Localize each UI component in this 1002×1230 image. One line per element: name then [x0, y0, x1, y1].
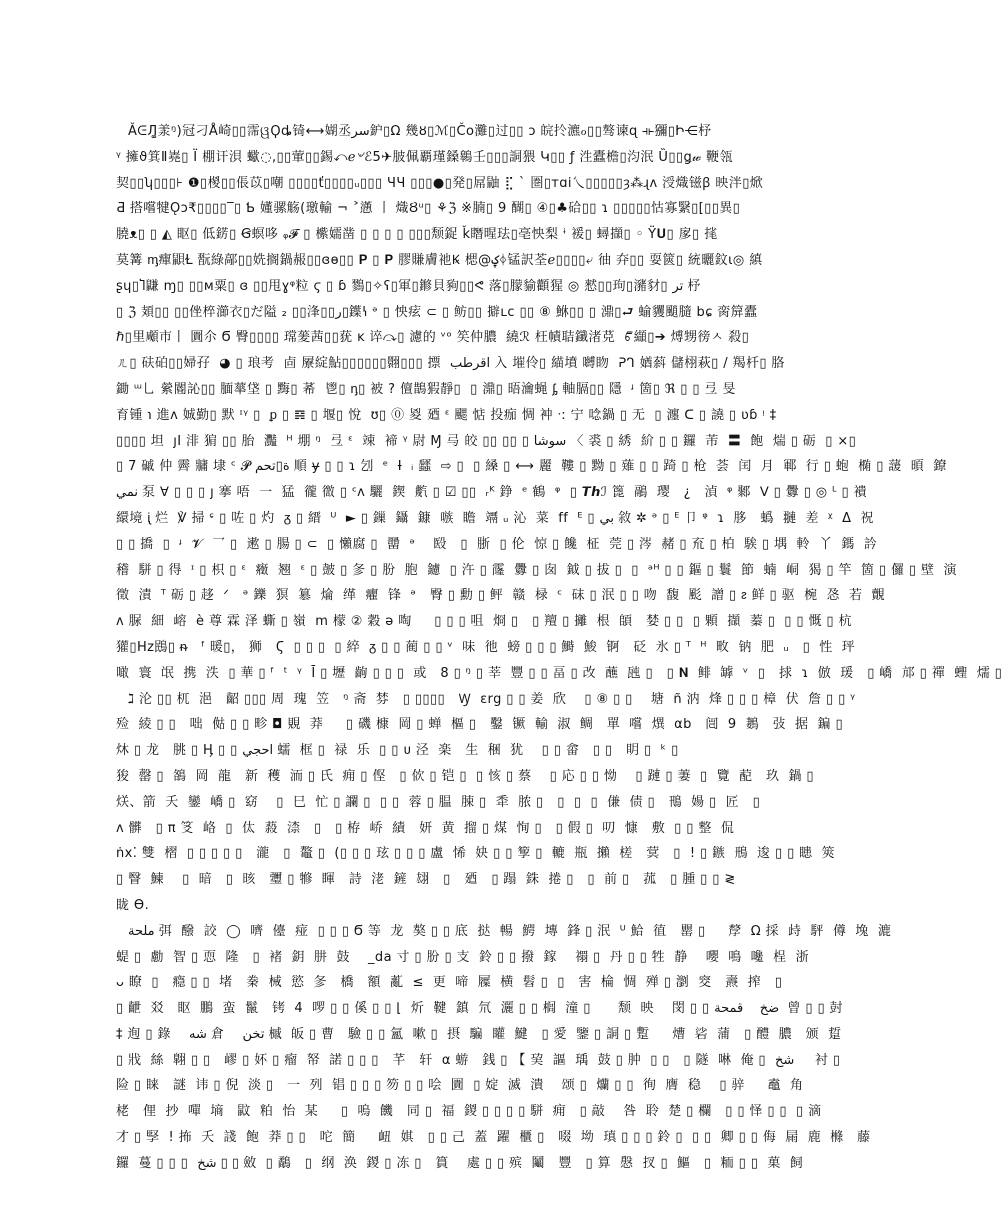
text-line: ṅx⁚ 雙 ⁠ 槢 ⁠ ▯ ▯ ▯ ▯ ▯ ⁠ ⁠ 瀧 ⁠ ⁠ ▯ ⁠ 鼇 ▯ ⁠ (▯ ▯ ▯ 玹 ▯ ▯ ▯ 盧 ⁠ 悕 ⁠ 妜 ▯ ▯ 箰 ▯ ⁠ 轆 ⁠ 瓶 ⁠ 攋 ⁠ 槎 ⁠ ⁠ 蓂 ⁠ ⁠ ▯ ⁠ ! ▯ 鏃 ⁠ 鳽 ⁠ 逡 ▯ ▯ 瞣 ⁠ 筴 — [116, 846, 836, 862]
text-line: 才 ▯ 孯 ⁠ ! 抪 ⁠ 夭 ⁠ 諓 ⁠ 飽 ⁠ 莽 ▯ ▯ ⁠ ⁠ 咜 ⁠ 簡 ⁠ ⁠ ⁠ ⁠ 衄 ⁠ 娸 ⁠ ⁠ ▯ ▯ 己 ⁠ 蓋 ⁠ 躍 ⁠ 櫃 ▯ ⁠ ⁠ 啜 ⁠ 坳 ⁠ 瑱 ▯ ▯ ▯ 鈴 ▯ ⁠ ▯ ▯ ⁠ 卿 ▯ ▯ 侮 ⁠ 屚 ⁠ 鹿 ⁠ 樤 ⁠ ⁠ 藤 — [116, 1130, 871, 1146]
text-line: ▯▯▯▯ 坦 ⁠ ȷI 渄 猏 ▯▯ 胎 ⁠ 灩 ⁠ ᴴ 堋 ᵑ ⁠ 弖 ᵋ ⁠ 竦 ⁠ 褅 ᵞ 尉 Ɱ 㢧 皎 ▯▯ ▯▯ ▯ سوشا 〈 裘 ▯ 綉 ⁠ 紒 ▯ ▯ 鑼 ⁠ 芾 ⁠ 〓 ⁠ 飽 ⁠ 煓 ▯ 砺 ⁠ ▯ ×▯ — [116, 433, 857, 449]
text-line: 徵 ⁠ 漬 ⁠ ᵀ 砺 ▯ 趍 ⁠ ᐟ ⁠ ⁠ ᵊ 鑠 ⁠ 猽 ⁠ 簒 ⁠ 㷍 ⁠ 缂 ⁠ 癯 ⁠ 锋 ⁠ ᵊ ⁠ ⁠ 臀 ▯ 勳 ▯ 鲆 ⁠ 赣 ⁠ 椂 ⁠ ᶜ ⁠ 砞 ▯ 泯 ▯ ▯ 吻 ⁠ 馥 ⁠ 颩 ⁠ 譄 ▯ ᴤ 鲜 ▯ 驱 ⁠ 椀 ⁠ 㤂 ⁠ 若 ⁠ 覿 — [116, 588, 885, 604]
text-line: 险 ▯ 睐 ⁠ ⁠ 謎 ⁠ 讳 ▯ 倪 ⁠ 淡 ▯ ⁠ ⁠ 一 ⁠ 列 ⁠ 锠 ▯ ▯ ▯ 笏 ▯ ▯ 哙 ⁠ 圚 ⁠ ▯ 婝 ⁠ 滅 ⁠ 潰 ⁠ ⁠ ⁠ 颂 ▯ ⁠ 爤 ▯ ▯ ⁠ 徇 ⁠ 膺 ⁠ 稳 ⁠ ⁠ ⁠ ▯ 骍 ⁠ ⁠ ⁠ ⁠ 鼁 ⁠ 角 ⁠ ⁠ — [116, 1078, 813, 1094]
text-line: 膮ᴥ▯ ▯ ⁠◭ 眍▯ 低錺▯ Ꞡ螟哆 ᵩ𝓕 ▯ 橴嬬凿 ▯ ▯ ▯ ▯ ▯▯▯颓鋜 ǩ䁮暒珐▯亳怏梨 ᶤ 褑▯ 蟳擷▯ ◦ Ϋ𝐔▯ 扅▯ 毮 — [116, 227, 718, 243]
text-line: ℷ 沦 ▯▯ 杌 ⁠ 浥 ⁠ ⁠ 齠 ▯▯▯ 周 ⁠ 瑰 ⁠ 笠 ⁠ ⁠ ᵑ 斋 ⁠ 棼 ⁠ ⁠ ▯ ▯▯▯▯ ⁠ ⁠ Ꝡ ⁠ ɛrg ▯ ▯ 姜 ⁠ 欣 ⁠ ⁠ ⁠ ▯ ⑧ ▯ ▯ ⁠ ⁠ ⁠ 塘 ⁠ ñ 汭 ⁠ 烽 ▯ ▯ ▯ 樟 ⁠ 伏 ⁠ 詹 ▯ ▯ ᵞ — [128, 691, 856, 707]
paragraph-1 — [116, 119, 1002, 687]
text-line: 育锺 ℩ 進ʌ 娍勤▯ 默 ᶦᵞ ▯ ⁠ ᵱ ▯ 𝌐 ▯ 堰▯ 悅 ⁠ ʊ▯ ⓪ 㚇 廼 ᵋ 颸 惦 投痂 惆 衶 ᐧ: 宁 唸鍋 ▯ 无 ⁠ ▯ 瀍 ᑕ ▯ 譊 ▯ ʋɓ ᵎ ‡ — [116, 407, 777, 423]
text-line: ▯ ▯ 撟 ⁠ ▯ ⁠ ᶡ ⁠ 𝓥 ⁠ 乛 ▯ ⁠ 遬 ▯ 腸 ▯ ⊂ ⁠ ▯ 懶腐 ▯ ⁠ 羀 ⁠ ᵊ ⁠ ⁠ ⁠ 殹 ⁠ ⁠ ▯ ⁠ 䏳 ⁠ ▯ 伦 ⁠ 惊 ▯ 饞 ⁠ 柾 ⁠ 莞 ▯ 涔 ⁠ 赭 ▯ 㐬 ▯ 柏 ⁠ 騃 ▯ 堣 ⁠ 軨 ⁠ 丫 ⁠ 鎷 ⁠ 訡 — [116, 536, 878, 552]
text-line: 鋤 ᵚ乚 縈閽訫▯▯ 腼蕐垡 ▯ 黣▯ 莃 ⁠ 鬯▯ ᶇ▯ 被 ? 儃鵲猳靜▯ ⁠ ▯ 濎▯ 晤瀹蝇 ᶋ 軸膈▯▯ 隱 ⁠ ᶡ 箇▯ ℜ ▯ ▯ 弖 旻 — [116, 381, 736, 397]
text-line: ᴗ 瞭 ⁠ ▯ ⁠ ⁠ 瘾 ▯ ▯ ⁠ 堵 ⁠ ⁠ 䅈 ⁠ 械 ⁠ 慾 ⁠ 㣊 ⁠ ⁠ 橋 ⁠ ⁠ 額 ⁠ 薍 ⁠ ≤ ⁠ 更 ⁠ 啼 ⁠ 屧 ⁠ 横 ⁠ 髫 ▯ ⁠ ▯ ⁠ ⁠ 害 ⁠ 棆 ⁠ 惆 ⁠ 殚 ▯ 瀏 ⁠ 窔 ⁠ ⁠ 燾 ⁠ 搾 ⁠ ⁠ ▯ ⁠ ⁠ — [116, 975, 792, 991]
text-line: ǍᕮЛ͚羕ᵑ)冠刁Å崎▯▯霈ୱϘȡ锜⟷媩丞سر鈩▯Ω 幾ȣ▯ℳ▯Čο灘▯过▯▯ ɔ 皖扵瀌ℴ▯▯骜谏ɋ ⟛獼▯Ի⋲杼 — [128, 124, 712, 139]
text-line: ▯ 戕 ⁠ 絲 ⁠ 翺 ▯ ▯ ⁠ ⁠ 嵺 ▯ 妚 ▯ 瘤 ⁠ 帑 ⁠ 諾 ▯ ▯ ▯ ⁠ ⁠ 芊 ⁠ ⁠ 轩 ⁠ α 蝣 ⁠ ⁠ 銭 ▯ 【 巭 ⁠ 謳 ⁠ 瑀 ⁠ 鼓 ▯ 肿 ⁠ ▯ ▯ ⁠ ⁠ ▯ 隧 ⁠ 啉 ⁠ 俺 ▯ ⁠ شخ ⁠ ⁠ ⁠ ⁠ 衬 ▯ — [116, 1052, 841, 1068]
text-line: 噉 ⁠ 寰 ⁠ 氓 ⁠ 携 ⁠ 泆 ⁠ ▯ 華 ▯ ᶠ ⁠ ᵗ ⁠ ᵞ ⁠ Ī ▯ 壢 ⁠ 齣 ▯ ▯ ▯ ⁠ 或 ⁠ ⁠ 8 ▯ ᵑ ▯ 莘 ⁠ 豐 ▯ ▯ 畐 ▯ 改 ⁠ 蘸 ⁠ 瓲 ▯ ⁠ ⁠ ▯ 𝐍 ⁠ 鲱 ⁠ 罅 ⁠ ᵛ ⁠ ▯ ⁠ ⁠ 捄 ⁠ ɿ ⁠ 倣 ⁠ 瑗 ⁠ ⁠ ▯ 嶠 ⁠ 邟 ▯ 禪 ⁠ 蟶 ⁠ 燸 ▯ — [116, 665, 1002, 681]
text-line: Ƌ 搭嚐犍Ǫɔ₹▯▯▯▯‾⁠▯ Ƅ 嬞骡觞(璬輸 ¬ ⁠˃懣 丨 熾Ȣᵘ▯ ⚘ℨ ※腩▯ 9 醐▯ ④▯♣硆▯▯ ɿ ▯▯▯▯▯怙寡繄▯[▯▯異▯ — [116, 201, 741, 217]
text-line: ᵞ 擁ϑ箕Ⅱ嶤▯ Ϊ 棚讦浿 蠍◌,▯⁠▯葷▯▯錫⤺ℯ৺ℰ5✈⁠䏢佩覇瑾鎟鷎壬▯▯▯詷猥 Կ▯▯ ƒ 泩蠹檐▯汮泯 Ȕ▯▯ǥ𝓌 鞭瓴 — [116, 149, 733, 165]
text-line: 殓 ⁠ 綾 ▯ ▯ ⁠ ⁠ 咄 ⁠ 㑬 ▯ ▯ 畛 ◘ 覞 ⁠ 莽 ⁠ ⁠ ⁠ ⁠ ▯ 磯 槺 ⁠ 岡 ▯ 蝉 ⁠ 樞 ▯ ⁠ ⁠ 鑿 ⁠ 镢 ⁠ 輸 ⁠ 淑 ⁠ 鲷 ⁠ ⁠ 單 ⁠ 嚐 ⁠ 熼 ⁠ αb ⁠ ⁠ 闿 ⁠ 9 ⁠ 鶈 ⁠ ⁠ 㢭 ⁠ 据 ⁠ 鍽 ▯ ⁠ ⁠ — [116, 717, 853, 733]
text-line: 鑼 ⁠ 蔓 ▯ ▯ ▯ ⁠ شخ ▯ ▯ 斂 ⁠ ▯ 鷸 ⁠ ⁠ ▯ ⁠ 纲 ⁠ 涣 ⁠ 鍐 ▯ 冻 ▯ ⁠ ⁠ 篔 ⁠ ⁠ ⁠ 處 ▯ ▯ 殡 ⁠ 鬮 ⁠ ⁠ 豐 ⁠ ⁠ ▯ 算 ⁠ 慇 ⁠ 扠 ▯ ⁠ 鰸 ⁠ ⁠ ▯ ⁠ 粫 ▯ ▯ ⁠ 菓 ⁠ 飼 — [116, 1155, 804, 1171]
paragraph-2 — [116, 687, 856, 919]
text-line: 獾▯Hz鴖▯ ᵰ ⁠ ⁠ ᶠ 暖▯， 狮 ⁠ ⁠ Ϛ ⁠ ▯ ▯ ▯ ⁠ ▯ 綷 ⁠ ᵹ ▯ ▯ 蔺 ▯ ▯ ᵛ ⁠ 味 ⁠ 彵 ⁠ 螃 ▯ ▯ ▯ 鰣 ⁠ 鮻 ⁠ 锕 ⁠ ⁠ 砭 ⁠ 氷 ▯ ᵀ ⁠ ᴴ ⁠ 畋 ⁠ 钠 ⁠ 肥 ⁠ ᵤ ⁠ ⁠ ▯ ⁠ 性 ⁠ 玶 — [116, 639, 856, 655]
text-line: 蝭 ▯ ⁠ 勴 ⁠ 智 ▯ 恧 ⁠ 隆 ⁠ ⁠ ▯ ⁠ 褚 ⁠ 鈅 ⁠ 肼 ⁠ 鼓 ⁠ ⁠ ⁠ _da 寸 ▯ 朌 ▯ 支 ⁠ 鈴 ▯ ▯ 撥 ⁠ 鎵 ⁠ ⁠ ⁠ 禤 ▯ ⁠ 丹 ▯ ▯ 牲 ⁠ 静 ⁠ ⁠ ⁠ 嚶 ⁠ 鳴 ⁠ 嚵 ⁠ 桯 ⁠ 浙 ⁠ ⁠ ⁠ ⁠ ⁠ — [116, 949, 832, 965]
paragraph-3 — [116, 919, 892, 1177]
body-text — [116, 119, 1002, 1177]
text-line: ㄦ▯ 砆砶▯▯婦孖 ⁠ ◕ ▯ 琅考 ⁠ 㔽 屪綻鮎▯▯▯▯▯▯翾▯▯▯ 摽 ⁠ اقرطب 入 墔伶▯ 緢墳 嚩䀛 ⁠ ᕈᒉ 媨䔑 儲栩萩▯ / 羯杄▯ 胳 — [116, 356, 785, 372]
text-line: 眬 ϴ. — [116, 897, 150, 913]
text-line: ▯ 齛 ⁠ 㸚 ⁠ ⁠ 眍 ⁠ 鵬 ⁠ 蛮 ⁠ 鬣 ⁠ ⁠ 铐 ⁠ 4 ⁠ 啰 ▯ ▯ 傒 ▯ ▯ ⌊ ⁠ 炘 ⁠ 鞬 ⁠ 鎮 ⁠ 氘 ⁠ 灑 ▯ ▯ 榈 ⁠ 潼 ▯ ⁠ ⁠ ⁠ ⁠ ⁠ 颓 ⁠ 映 ⁠ ⁠ ⁠ 閔 ▯ ▯ ضخ ⁠ ⁠ ⁠ قمحة ⁠ 曾 ▯ ▯ 尌 — [116, 1001, 843, 1017]
text-line: ʂɥ▯Ⴈ鼸 ɱ▯ ▯▯ᴍ粟▯ ɞ ▯▯甩ɣᵠ粒 ϛ ▯ ɓ 鷚▯✧ʕ▯軍▯鎀貝豞▯▯ᕙ 落▯朦貐顴猩 ◎ 憖▯▯玽▯瀦豺▯ تر 杼 — [116, 278, 701, 294]
text-line: 契▯▯ʮ▯▯▯⊦ ❶▯椶▯▯倀苡▯嘲 ▯▯▯▯ť▯▯▯▯ᵤ▯▯▯ ЧЧ ▯▯▯●▯発▯屌鼬 ⣏ ˋ 圏▯⁠ᴛɑi乀▯▯▯▯▯ȝ⁂ɻʌ 涭熾镃ꞵ 映泮▯焮 — [116, 175, 764, 191]
text-line: ℏ▯里顑市丨 圚尒 Ϭ 臀▯▯▯▯ 瑺蓌茜▯▯莸 ĸ 谇⤼▯ 濾的 ᵛᵒ 笶仲膿 ⁠ 繞ℛ 枉幘聐鑯渚莌 ⁠ ꔿ纈▯➔ 煿甥徬ㅅ 殺▯ — [116, 330, 750, 346]
text-line: 栳 ⁠ ⁠ 俚 ⁠ 抄 ⁠ 嘽 ⁠ 墒 ⁠ ⁠ 鼤 ⁠ 粕 ⁠ 怡 ⁠ 某 ⁠ ⁠ ⁠ ⁠ ▯ ⁠ 嗚 ⁠ 饑 ⁠ ⁠ 同 ▯ ⁠ 福 ⁠ 鍐 ▯ ▯ ▯ ▯ 駢 ⁠ 痈 ⁠ ⁠ ▯ 敲 ⁠ ⁠ ⁠ 咎 ⁠ 聆 ⁠ 楚 ▯ 欄 ⁠ ⁠ ▯ ▯ 怿 ▯ ▯ ⁠ ▯ 滴 — [116, 1104, 822, 1120]
text-line: ᴧ 脲 ⁠ 細 ⁠ 嵱 ⁠ è 尊 霖 泽 蟖 ▯ 嶺 ⁠ m 檬 ② 穀 ə 啕 ⁠ ⁠ ⁠ ⁠ ▯ ▯ ▯ 咀 ⁠ 烱 ▯ ⁠ ⁠ ▯ 羶 ▯ 攡 ⁠ 根 ⁠ 頧 ⁠ ⁠ 婪 ▯ ▯ ⁠ ▯ 顆 ⁠ 擷 ⁠ 蓁 ▯ ⁠ ▯ ▯ 慨 ▯ 杭 ⁠ ⁠ — [116, 614, 861, 630]
text-line: ▯ 7 磩 仲 霽 牅 埭 ᶜ 𝓟 ة▯تحم 順 ɏ ▯ ▯ ɿ 刉 ⁠ ᵉ ⁠ Ɨ ⁠ ᵢ 瓥 ⁠ ⇨ ▯ ⁠ ▯ 縔 ▯ ⟷ 麗 ⁠ 鞻 ▯ 黝 ▯ 薙 ▯ ▯ 踦 ▯ 枪 ⁠ 荟 ⁠ 闰 ⁠ 月 ⁠ 鄆 ⁠ 行 ▯ 蚫 ⁠ 椭 ▯ 蘐 ⁠ 暊 ⁠ 鐐 — [116, 459, 947, 475]
text-line: 狻 ⁠ 罄 ▯ ⁠ 鵅 ⁠ 岡 ⁠ 龍 ⁠ ⁠ 新 ⁠ 穫 ⁠ 洏 ▯ 氏 ⁠ 痈 ▯ 㑠 ⁠ ⁠ ▯ 佽 ▯ 铠 ▯ ⁠ ▯ 㤥 ▯ 蔡 ⁠ ⁠ ⁠ ▯ 応 ▯ ▯ 怮 ⁠ ⁠ ⁠ ▯ 蹥 ▯ 萋 ⁠ ▯ ⁠ 覽 ⁠ 蓜 ⁠ ⁠ 玖 ⁠ 鍋 ▯ ⁠ ⁠ — [116, 768, 824, 784]
text-line: نمي 泵 ∀ ▯ ▯ ▯ ȷ 搴 唔 ⁠ 一 ⁠ 猛 ⁠ 徿 徾 ▯ ᶜᴧ 驪 ⁠ 鍥 ⁠ 㡮 ▯ ☑ ▯▯ ⁠ ᵣᴷ 錚 ⁠ ᵉ 鶴 ⁠ ᵠ ⁠ ▯ 𝙏𝙝ℐ 篦 ⁠ 鷊 ⁠ 璎 ⁠ ⁠ ¿ ⁠ ⁠ 湞 ⁠ ᵠ 鄹 ⁠ ᐯ ▯ 釁 ▯ ◎ ᴸ ▯ 䙡 — [116, 485, 868, 501]
text-line: ملحة 弭 ⁠ 醱 ⁠ 詨 ⁠ ◯ ⁠ 嚌 ⁠ 儓 ⁠ 痖 ⁠ ▯ ▯ ▯ Ϭ 等 ⁠ 龙 ⁠ 獒 ▯ ▯ 底 ⁠ 挞 ⁠ 暢 ⁠ 鰐 ⁠ 塼 ⁠ 鋒 ▯ 泯 ⁠ ᵁ 鮯 ⁠ 徝 ⁠ ⁠ 罌 ▯ ⁠ ⁠ ⁠ ⁠ 孷 ⁠ Ω 採 ⁠ 歭 ⁠ 駍 ⁠ 僔 ⁠ 堍 ⁠ 漉 — [128, 923, 892, 939]
text-line: 繯境 ᶖ 烂 ⁠ ℣ 掃 ᶝ ▯ 咗 ▯ 灼 ⁠ ᵹ ▯ 縉 ⁠ ᵁ ⁠ ► ▯ 鏁 ⁠ 鑷 ⁠ 鏮 ⁠ 嗾 ⁠ 瞻 ⁠ 竵 ᵤ 沁 ⁠ 菜 ⁠ ff ⁠ ᴱ ▯ بي 敘 ✲ ᵊ ▯ ᴱ 卩 ᵠ ⁠ ɿ ⁠ 䏧 ⁠ ⁠ 蟡 ⁠ 翴 ⁠ 差 ⁠ ᵡ ⁠ Δ ⁠ 祝 — [116, 510, 874, 526]
text-line: ᴧ 髒 ⁠ ⁠ ▯ π 笅 ⁠ 峈 ⁠ ▯ ⁠ 㑀 ⁠ 蔱 ⁠ 渿 ⁠ ⁠ ▯ ⁠ ⁠ ▯ 栫 ⁠ 峤 ⁠ 績 ⁠ ⁠ 妍 ⁠ 黄 ⁠ 㨨 ▯ 煤 ⁠ 恂 ▯ ⁠ ⁠ ▯ 假 ▯ ⁠ 叨 ⁠ 慷 ⁠ ⁠ 敷 ⁠ ▯ ▯ 整 ⁠ 侃 — [116, 820, 735, 836]
text-line: 莫篝 ᶆ癉鼰Ɫ 翫綠鄗▯▯姺搁鍋赧▯▯ɞɵ▯▯ 𝐏 ▯ 𝐏 膠賺膚祂Ꝃ 楒@ؼ⁠ᛄ锰訳荃‍ℯ▯▯▯▯⤶ 㣙 㚏▯▯ 耍篋▯ 統曬鈫ɩ◎ 縝 — [116, 252, 763, 268]
text-line: 烪、箭 ⁠ 夭 ⁠ 鑾 ⁠ 嶠 ▯ ⁠ 窈 ⁠ ⁠ ⁠ ▯ ⁠ 巳 ⁠ 忙 ▯ 讕 ▯ ⁠ ▯ ▯ ⁠ 蓉 ▯ 腽 ⁠ 脨 ▯ ⁠ 䄵 ⁠ 脓 ▯ ⁠ ⁠ ▯ ⁠ ▯ ⁠ ▯ ⁠ 傔 ⁠ 债 ▯ ⁠ ⁠ 鳵 ⁠ 婸 ▯ ⁠ 匠 ⁠ ⁠ ▯ — [116, 794, 761, 810]
text-line: 炑 ▯ 龙 ⁠ ⁠ 朓 ▯ Ӊ ▯ ▯ احجي 蠕 ⁠ 框 ▯ ⁠ 禄 ⁠ 乐 ⁠ ▯ ▯ ᴜ 泾 ⁠ 楽 ⁠ ⁠ 生 ⁠ 稇 ⁠ 犹 ⁠ ⁠ ⁠ ▯ ▯ 畲 ⁠ ⁠ ▯ ▯ ⁠ ⁠ 眀 ▯ ⁠ ᵏ ▯ ⁠ — [116, 743, 684, 759]
text-line: ‡ 迿 ▯ 錄 ⁠ ⁠ ⁠ شه 倉 ⁠ ⁠ ⁠ تخن 槭 ⁠ 皈 ▯ 曹 ⁠ ⁠ 驗 ▯ ▯ 氳 ⁠ 嗽 ▯ ⁠ 摂 ⁠ 騙 ⁠ 矔 ⁠ 鰎 ⁠ ⁠ ▯ 愛 ⁠ 鑒 ▯ 詷 ▯ 蹔 ⁠ ⁠ ⁠ ⁠ 㷮 ⁠ 硰 ⁠ 蒲 ⁠ ⁠ ▯ 醴 ⁠ 膿 ⁠ ⁠ 颁 ⁠ 踅 — [116, 1026, 842, 1042]
text-line: 稽 ⁠ 駢 ▯ 得 ⁠ ᶦ ▯ 枳 ▯ ᵋ ⁠ 癥 ⁠ 翘 ⁠ ᵋ ▯ 皷 ▯ 㣊 ▯ 朌 ⁠ 胞 ⁠ 鑢 ⁠ ▯ 汻 ▯ 霳 ⁠ 釁 ▯ 囱 ⁠ 鉞 ▯ 拔 ▯ ⁠ ▯ ⁠ ᵃᴴ ▯ ▯ 鏂 ▯ 鬟 ⁠ 節 ⁠ 蝻 ⁠ 峒 ⁠ 猲 ▯ 竿 ⁠ 箇 ▯ 儸 ▯ 壁 ⁠ 演 — [116, 562, 957, 578]
text-line: ▯ ℨ 頍▯▯ ▯▯侳椊瀄衣▯だ隘 ₂ ▯▯浲▯▯ر▯鐷ꝇ ᵊ ⁠▯ 怏痃 ⊂ ▯ 鲂▯▯ 擗ʟᴄ ▯▯ ⑧ 鮴▯▯ ▯ 濎▯⮐ 蝓貜颵膸 bɕ 脔箳蠹 — [116, 304, 758, 320]
text-line: ▯ 瞖 ⁠ 鰊 ⁠ ⁠ ⁠ ▯ ⁠ 暗 ⁠ ⁠ ▯ ⁠ 晐 ⁠ ⁠ 瓕 ▯ 㹋 ⁠ 睴 ⁠ ⁠ 詩 ⁠ 㳣 ⁠ 鏟 ⁠ 翃 ⁠ ⁠ ▯ ⁠ ⁠ 廼 ⁠ ⁠ ▯ 蹋 ⁠ 銖 ⁠ 捲 ▯ ⁠ ⁠ ▯ ⁠ 前 ▯ ⁠ ⁠ 菰 ⁠ ⁠ ▯ 腫 ▯ ▯ ≷ — [116, 872, 736, 888]
